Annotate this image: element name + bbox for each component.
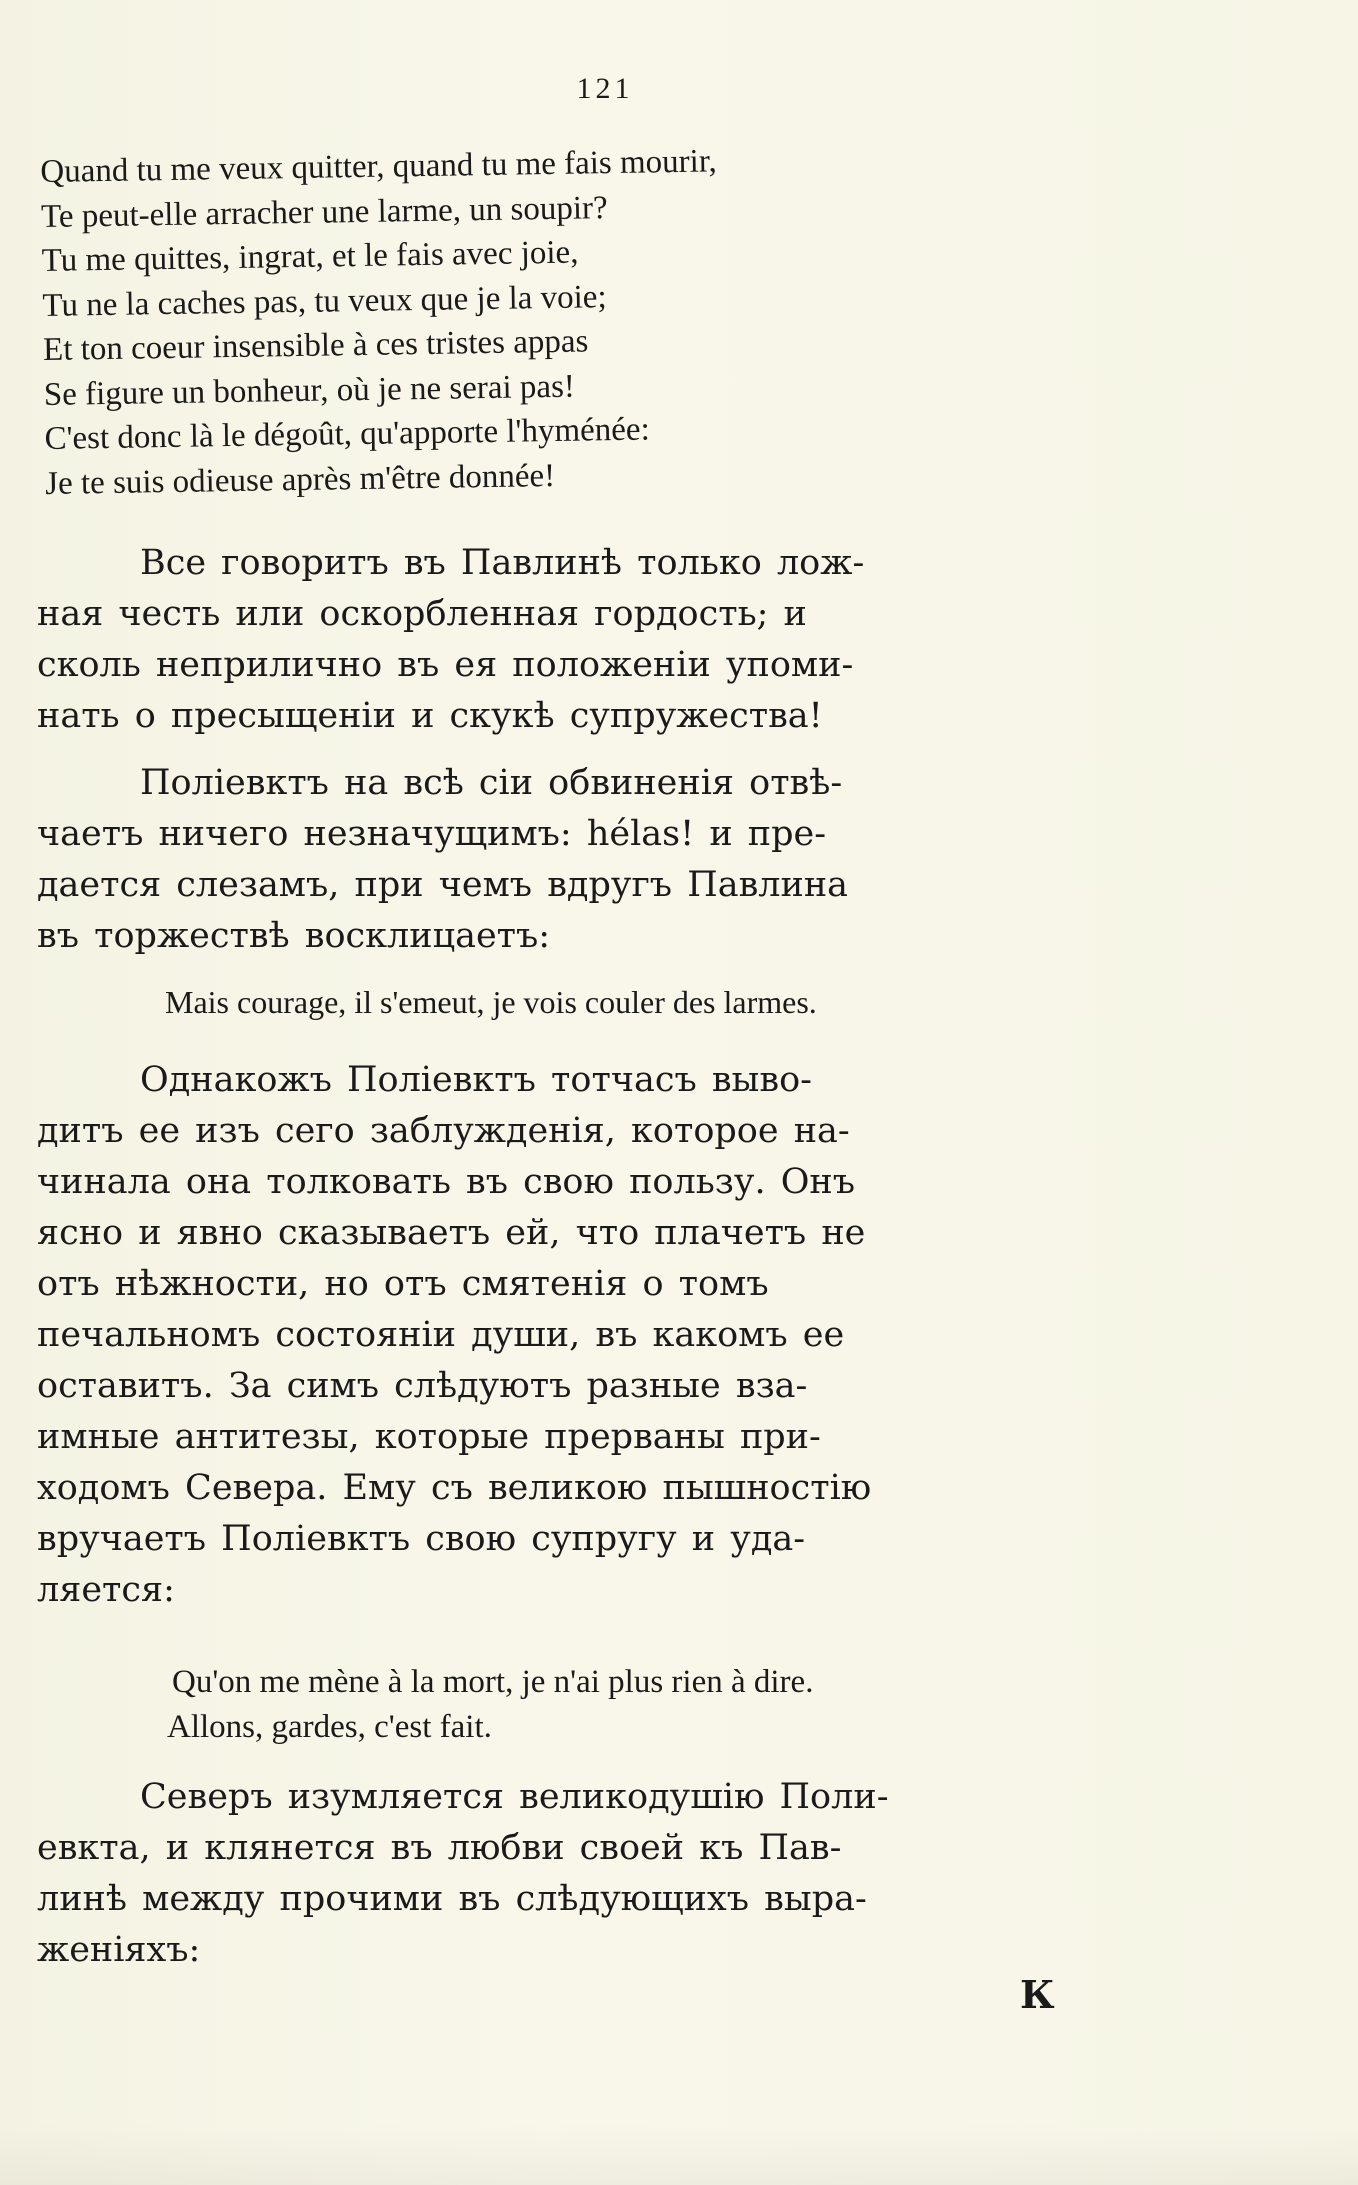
paragraph-line: чаетъ ничего незначущимъ: hélas! и пре- [37, 814, 827, 854]
paragraph-line: Северъ изумляется великодушiю Поли- [140, 1777, 889, 1817]
verse-line: Et ton coeur insensible à ces tristes appas [42, 323, 589, 368]
paragraph-line: въ торжествѣ восклицаетъ: [37, 916, 551, 956]
paragraph-line: дитъ ее изъ сего заблужденiя, которое на- [37, 1111, 850, 1151]
verse-line: Se figure un bonheur, où je ne serai pas! [43, 368, 576, 413]
paragraph [37, 538, 1165, 742]
paragraph-line: печальномъ состоянiи души, въ какомъ ее [37, 1315, 845, 1355]
paragraph-line: ходомъ Севера. Ему съ великою пышностiю [37, 1468, 872, 1508]
paragraph-line: Полiевктъ на всѣ сiи обвиненiя отвѣ- [140, 763, 843, 803]
paragraph-line: отъ нѣжности, но отъ смятенiя о томъ [37, 1264, 769, 1304]
page-edge-shadow [0, 2125, 1358, 2185]
paragraph-line: имные антитезы, которые прерваны при- [37, 1417, 821, 1457]
paragraph-line: чинала она толковать въ свою пользу. Онъ [37, 1162, 855, 1202]
french-quotation: Mais courage, il s'emeut, je vois couler des larmes. [165, 984, 817, 1020]
paragraph-line: Однакожъ Полiевктъ тотчасъ выво- [140, 1060, 813, 1100]
paragraph [37, 758, 1165, 962]
verse-line: Je te suis odieuse après m'être donnée! [44, 457, 556, 502]
catchword: К [1020, 1972, 1055, 2017]
paragraph-line: сколь неприлично въ ея положенiи упоми- [37, 645, 854, 685]
paragraph-line: дается слезамъ, при чемъ вдругъ Павлина [37, 865, 849, 905]
verse-line: Te peut-elle arracher une larme, un soupir? [40, 189, 608, 235]
paragraph-line: Все говоритъ въ Павлинѣ только лож- [140, 543, 865, 583]
quotation-line: Allons, gardes, c'est fait. [167, 1709, 492, 1745]
paragraph-line: ляется: [37, 1570, 175, 1610]
page-number: 121 [576, 72, 634, 105]
verse-line: Tu me quittes, ingrat, et le fais avec joie, [41, 234, 579, 279]
paragraph-line: линѣ между прочими въ слѣдующихъ выра- [37, 1879, 867, 1919]
paragraph-line: евкта, и клянется въ любви своей къ Пав- [37, 1828, 842, 1868]
verse-line: Quand tu me veux quitter, quand tu me fais mourir, [40, 143, 717, 190]
paragraph-line: вручаетъ Полiевктъ свою супругу и уда- [37, 1519, 806, 1559]
paragraph [37, 1772, 1165, 1976]
quotation-line: Qu'on me mène à la mort, je n'ai plus rien à dire. [172, 1664, 814, 1700]
verse-line: C'est donc là le dégoût, qu'apporte l'hyménée: [44, 411, 650, 457]
paragraph [37, 1055, 1165, 1616]
paragraph-line: нать о пресыщенiи и скукѣ супружества! [37, 696, 823, 736]
verse-line: Tu ne la caches pas, tu veux que je la voie; [42, 278, 607, 324]
paragraph-line: оставитъ. За симъ слѣдуютъ разные вза- [37, 1366, 808, 1406]
paragraph-line: женiяхъ: [37, 1930, 201, 1970]
french-quotation [167, 1660, 814, 1750]
paragraph-line: ная честь или оскорбленная гордость; и [37, 594, 807, 634]
french-verse-quotation [40, 134, 1085, 506]
paragraph-line: ясно и явно сказываетъ ей, что плачетъ не [37, 1213, 866, 1253]
